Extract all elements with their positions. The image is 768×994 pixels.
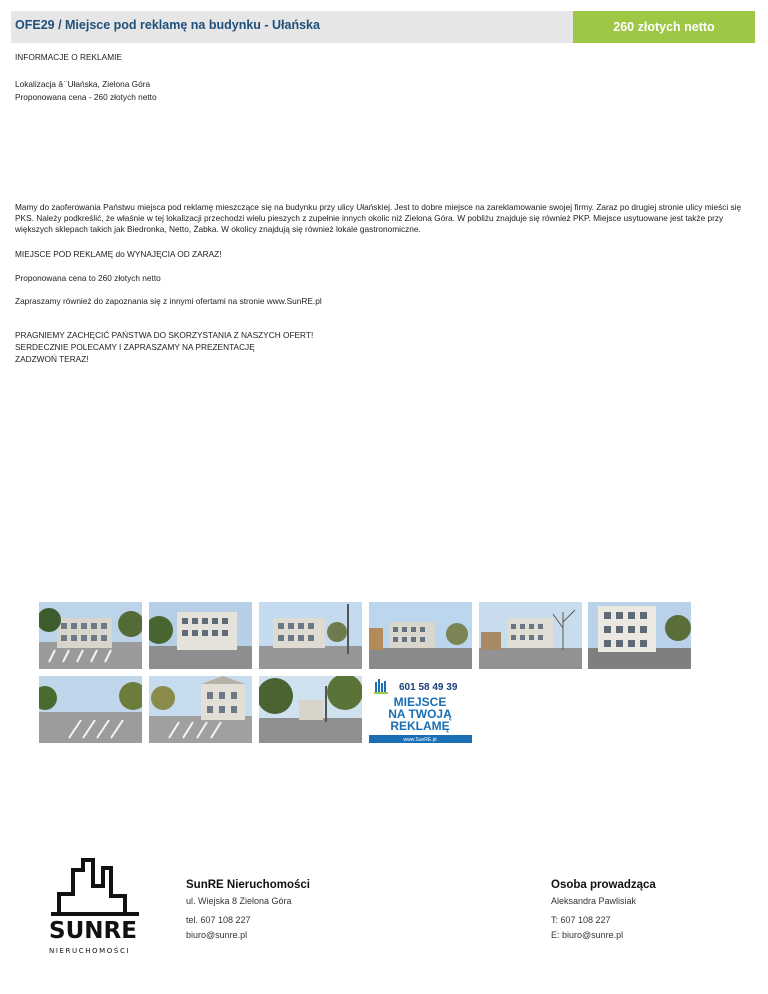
gallery-photo-7[interactable] <box>39 676 142 743</box>
proposed-price-line: Proponowana cena - 260 złotych netto <box>15 92 157 102</box>
company-email[interactable]: biuro@sunre.pl <box>186 930 248 940</box>
price-line: Proponowana cena to 260 złotych netto <box>15 273 161 283</box>
gallery-photo-2[interactable] <box>149 602 252 669</box>
invite-line: Zapraszamy również do zapoznania się z innymi ofertami na stronie www.SunRE.pl <box>15 296 322 306</box>
gallery-photo-9[interactable] <box>259 676 362 743</box>
available-line: MIEJSCE POD REKLAMĘ do WYNAJĘCIA OD ZARAZ! <box>15 249 222 259</box>
gallery-photo-3[interactable] <box>259 602 362 669</box>
cta-line-3: ZADZWOŃ TERAZ! <box>15 354 89 364</box>
sunre-logo <box>47 856 145 956</box>
company-name: SunRE Nieruchomości <box>186 879 310 891</box>
offer-title: OFE29 / Miejsce pod reklamę na budynku - Ułańska <box>15 18 320 32</box>
gallery-photo-5[interactable] <box>479 602 582 669</box>
ad-phone-text: 601 58 49 39 <box>399 682 458 693</box>
ad-line-1: MIEJSCE <box>393 695 447 709</box>
ad-line-3: REKLAMĘ <box>390 719 450 733</box>
ad-line-2: NA TWOJĄ <box>388 707 452 721</box>
description-paragraph: Mamy do zaoferowania Państwu miejsca pod reklamę mieszczące się na budynku przy ulicy Ułańskiej. Jest to dobre miejsce na zareklamowanie swojej firmy. Zaraz po drugiej stronie ulicy mieści się PKS. Należy podkreślić, że właśnie w tej lokalizacji przechodzi wielu pieszych z zupełnie innych okolic niż Zielona Góra. W pobliżu znajduje się również PKP. Miejsce usytuowane jest także przy większych sklepach takich jak Biedronka, Netto, Żabka. W okolicy znajdują się również lokale gastronomiczne. <box>15 202 742 234</box>
logo-subtext: NIERUCHOMOŚCI <box>49 947 131 955</box>
gallery-photo-6[interactable] <box>588 602 691 669</box>
company-phone[interactable]: tel. 607 108 227 <box>186 915 251 925</box>
contact-person-heading: Osoba prowadząca <box>551 879 656 891</box>
location-line: Lokalizacja â ̈ Ułańska, Zielona Góra <box>15 79 151 89</box>
contact-person-name: Aleksandra Pawlisiak <box>551 896 637 906</box>
cta-line-1: PRAGNIEMY ZACHĘCIĆ PAŃSTWA DO SKORZYSTANIA Z NASZYCH OFERT! <box>15 330 314 340</box>
cta-line-2: SERDECZNIE POLECAMY I ZAPRASZAMY NA PREZENTACJĘ <box>15 342 255 352</box>
ad-banner-image[interactable] <box>369 676 472 743</box>
company-address: ul. Wiejska 8 Zielona Góra <box>186 896 292 906</box>
gallery-photo-4[interactable] <box>369 602 472 669</box>
contact-person-email[interactable]: E: biuro@sunre.pl <box>551 930 624 940</box>
contact-person-phone[interactable]: T: 607 108 227 <box>551 915 611 925</box>
ad-url-text: www.SunRE.pl <box>403 737 437 743</box>
info-heading: INFORMACJE O REKLAMIE <box>15 52 122 62</box>
gallery-photo-1[interactable] <box>39 602 142 669</box>
price-badge: 260 złotych netto <box>573 11 755 43</box>
gallery-photo-8[interactable] <box>149 676 252 743</box>
offer-header <box>11 11 755 43</box>
logo-wordmark: SUNRE <box>49 918 137 944</box>
